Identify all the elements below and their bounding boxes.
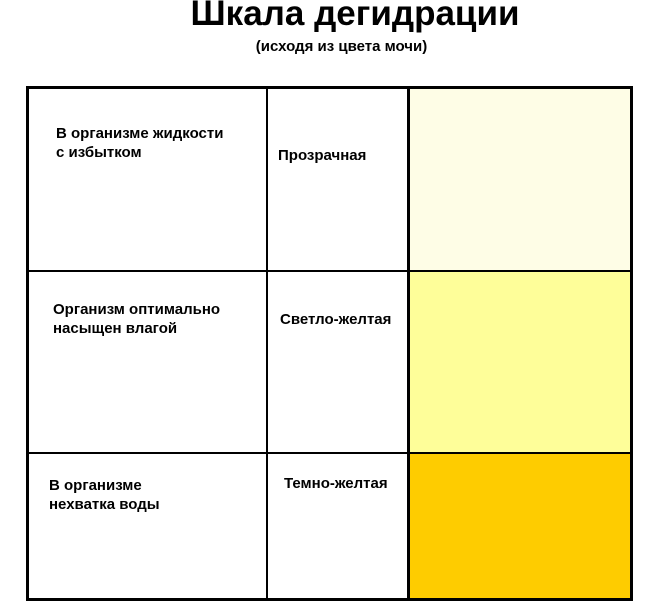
state-label: В организме нехватка воды	[49, 477, 160, 513]
table-row	[29, 270, 630, 452]
color-swatch	[407, 89, 630, 270]
state-label: В организме жидкости с избытком	[56, 125, 224, 161]
color-swatch	[407, 454, 630, 598]
table-row	[29, 452, 630, 598]
color-name-cell	[266, 89, 407, 270]
color-name-cell	[266, 454, 407, 598]
table-row	[29, 89, 630, 270]
color-name-label: Прозрачная	[278, 147, 367, 164]
dehydration-table	[26, 86, 633, 601]
state-cell	[29, 272, 266, 452]
state-cell	[29, 454, 266, 598]
state-label: Организм оптимально насыщен влагой	[53, 301, 221, 337]
page-subtitle: (исходя из цвета мочи)	[255, 38, 428, 55]
page-title: Шкала дегидрации	[190, 0, 520, 33]
color-swatch	[407, 272, 630, 452]
state-cell	[29, 89, 266, 270]
color-name-label: Светло-желтая	[280, 311, 392, 328]
color-name-label: Темно-желтая	[284, 475, 388, 492]
color-name-cell	[266, 272, 407, 452]
